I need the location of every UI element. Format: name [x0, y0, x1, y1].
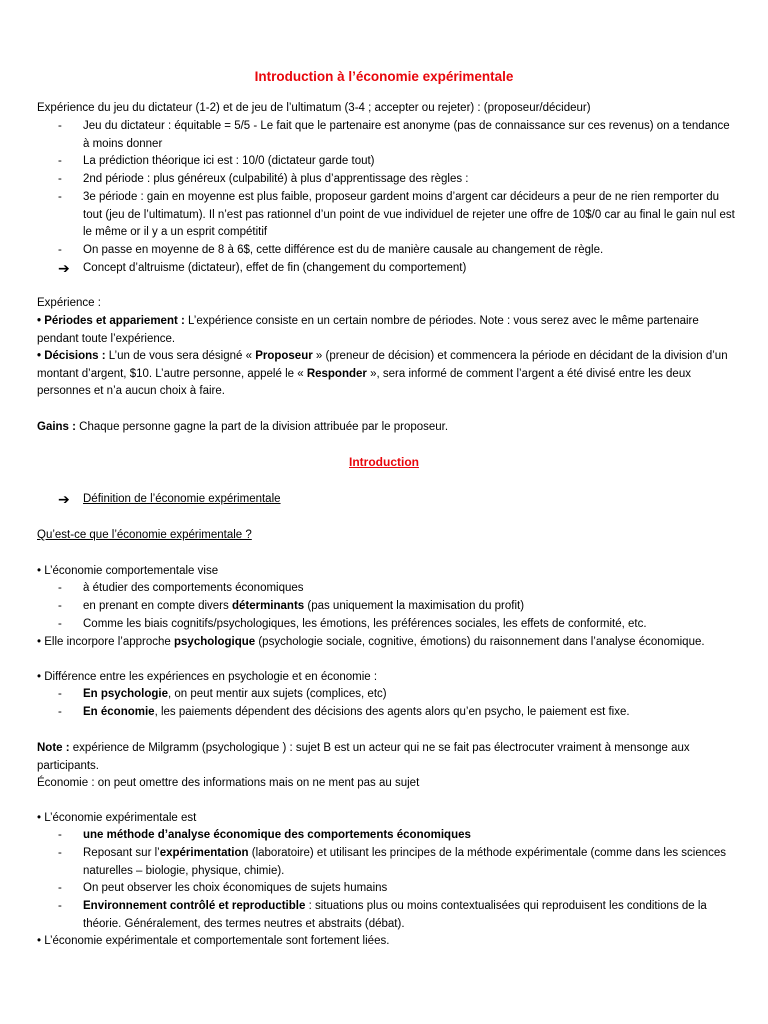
gains-text: Chaque personne gagne la part de la division attribuée par le proposeur. — [75, 421, 449, 433]
dash-marker: - — [58, 600, 62, 612]
list-item — [58, 898, 738, 933]
item-text: en prenant en compte divers — [83, 600, 232, 612]
list-item — [58, 153, 738, 171]
dash-marker: - — [58, 847, 62, 859]
economy-label: En économie — [83, 706, 155, 718]
list-item — [58, 598, 738, 616]
experimentation-term: expérimentation — [159, 847, 249, 859]
experimental-item-1: une méthode d’analyse économique des comportements économiques — [83, 829, 471, 841]
concept-text: Concept d’altruisme (dictateur), effet de fin (changement du comportement) — [83, 262, 467, 274]
list-item — [58, 704, 738, 722]
experimental-intro: • L’économie expérimentale est — [37, 812, 197, 824]
dash-marker: - — [58, 829, 62, 841]
list-item — [58, 845, 738, 880]
item-text: (pas uniquement la maximisation du profit) — [304, 600, 525, 612]
list-item — [58, 242, 738, 260]
dash-marker: - — [58, 618, 62, 630]
dash-marker: - — [58, 173, 62, 185]
note-paragraph — [37, 740, 737, 775]
item-text: Reposant sur l’ — [83, 847, 160, 859]
psych-text: (psychologie sociale, cognitive, émotions) du raisonnement dans l’analyse économique. — [255, 636, 705, 648]
dash-marker: - — [58, 582, 62, 594]
responder-term: Responder — [306, 367, 367, 380]
environment-term: Environnement contrôlé et reproductible — [83, 900, 306, 912]
determinants-term: déterminants — [231, 600, 305, 612]
dash-marker: - — [58, 191, 62, 203]
game-item-5: On passe en moyenne de 8 à 6$, cette différence est du de manière causale au changement de règle. — [83, 244, 604, 256]
list-item — [58, 616, 738, 634]
note-text: expérience de Milgramm (psychologique ) : sujet B est un acteur qui ne se fait pas électrocuter vraiment à mensonge aux participants. — [37, 742, 690, 772]
experience-heading: Expérience : — [37, 297, 101, 309]
decisions-text-3: », sera informé de comment l’argent a été divisé entre les deux personnes et n’a aucun choix à faire. — [37, 367, 691, 397]
behavioral-item-2 — [83, 598, 738, 616]
experimental-item-3: On peut observer les choix économiques de sujets humains — [83, 882, 388, 894]
dash-marker: - — [58, 900, 62, 912]
decisions-text-1: L’un de vous sera désigné « — [105, 350, 256, 362]
gains-paragraph — [37, 419, 737, 437]
list-item — [58, 827, 738, 845]
list-item — [58, 580, 738, 598]
item-text: : situations plus ou moins contextualisées qui reproduisent les conditions de la théorie. Généralement, des termes neutres et abstraits (débat). — [83, 900, 707, 930]
decisions-paragraph — [37, 348, 737, 401]
dash-marker: - — [58, 120, 62, 132]
behavioral-item-3: Comme les biais cognitifs/psychologiques, les émotions, les préférences sociales, les effets de conformité, etc. — [83, 618, 647, 630]
intro-line: Expérience du jeu du dictateur (1-2) et de jeu de l’ultimatum (3-4 ; accepter ou rejeter) : (proposeur/décideur) — [37, 102, 591, 114]
introduction-heading: Introduction — [349, 455, 419, 469]
psychology-label: En psychologie — [83, 688, 168, 700]
proposeur-term: Proposeur — [255, 350, 313, 362]
periods-paragraph — [37, 313, 737, 348]
definition-heading: Définition de l’économie expérimentale — [83, 493, 281, 505]
list-item — [58, 880, 738, 898]
final-line: • L’économie expérimentale et comportementale sont fortement liées. — [37, 935, 390, 947]
list-item — [58, 686, 738, 704]
dash-marker: - — [58, 688, 62, 700]
difference-intro: • Différence entre les expériences en psychologie et en économie : — [37, 671, 378, 683]
behavioral-item-1: à étudier des comportements économiques — [83, 582, 304, 594]
psychology-paragraph — [37, 634, 737, 652]
arrow-right-icon: ➔ — [58, 491, 70, 507]
list-item — [58, 118, 738, 153]
dash-marker: - — [58, 706, 62, 718]
list-item — [58, 189, 738, 242]
arrow-item — [58, 491, 281, 509]
game-item-1: Jeu du dictateur : équitable = 5/5 - Le fait que le partenaire est anonyme (pas de connaissance sur ces revenus) on a tendance à moins donner — [83, 120, 730, 150]
psychology-term: psychologique — [174, 636, 256, 648]
arrow-item — [58, 260, 466, 278]
dash-marker: - — [58, 882, 62, 894]
arrow-right-icon: ➔ — [58, 260, 70, 276]
difference-item-1 — [83, 686, 738, 704]
psych-text: • Elle incorpore l’approche — [37, 636, 174, 648]
decisions-text-2: » (preneur de décision) et commencera la période en décidant de la division d’un montant d’argent, $10. L’autre personne, appelé le « — [37, 350, 728, 380]
behavioral-intro: • L’économie comportementale vise — [37, 565, 219, 577]
periods-text: L’expérience consiste en un certain nombre de périodes. Note : vous serez avec le même partenaire pendant toute l’expérience. — [37, 315, 699, 345]
dash-marker: - — [58, 244, 62, 256]
periods-label: • Périodes et appariement : — [37, 315, 185, 327]
gains-label: Gains : — [37, 421, 76, 433]
game-item-3: 2nd période : plus généreux (culpabilité) à plus d’apprentissage des règles : — [83, 173, 469, 185]
item-text: , on peut mentir aux sujets (complices, etc) — [168, 688, 387, 700]
dash-marker: - — [58, 155, 62, 167]
economy-note: Économie : on peut omettre des informations mais on ne ment pas au sujet — [37, 777, 420, 789]
item-text: , les paiements dépendent des décisions des agents alors qu’en psycho, le paiement est fixe. — [154, 706, 630, 718]
difference-item-2 — [83, 704, 738, 722]
experimental-item-2 — [83, 845, 738, 880]
page-title: Introduction à l’économie expérimentale — [254, 69, 514, 84]
item-text: (laboratoire) et utilisant les principes de la méthode expérimentale (comme dans les sciences naturelles – biologie, physique, chimie). — [83, 847, 727, 877]
game-item-2: La prédiction théorique ici est : 10/0 (dictateur garde tout) — [83, 155, 375, 167]
question-heading: Qu’est-ce que l’économie expérimentale ? — [37, 529, 252, 541]
decisions-label: • Décisions : — [37, 350, 106, 362]
experimental-item-4 — [83, 898, 738, 933]
note-label: Note : — [37, 742, 70, 754]
game-item-4: 3e période : gain en moyenne est plus faible, proposeur gardent moins d’argent car décideurs a peur de ne rien remporter du tout (jeu de l’ultimatum). Il n’est pas rationnel d’un point de vue individuel de rejeter une offre de 10$/0 car au final le gain nul est le même or il y a un esprit compétitif — [83, 191, 735, 238]
list-item — [58, 171, 738, 189]
